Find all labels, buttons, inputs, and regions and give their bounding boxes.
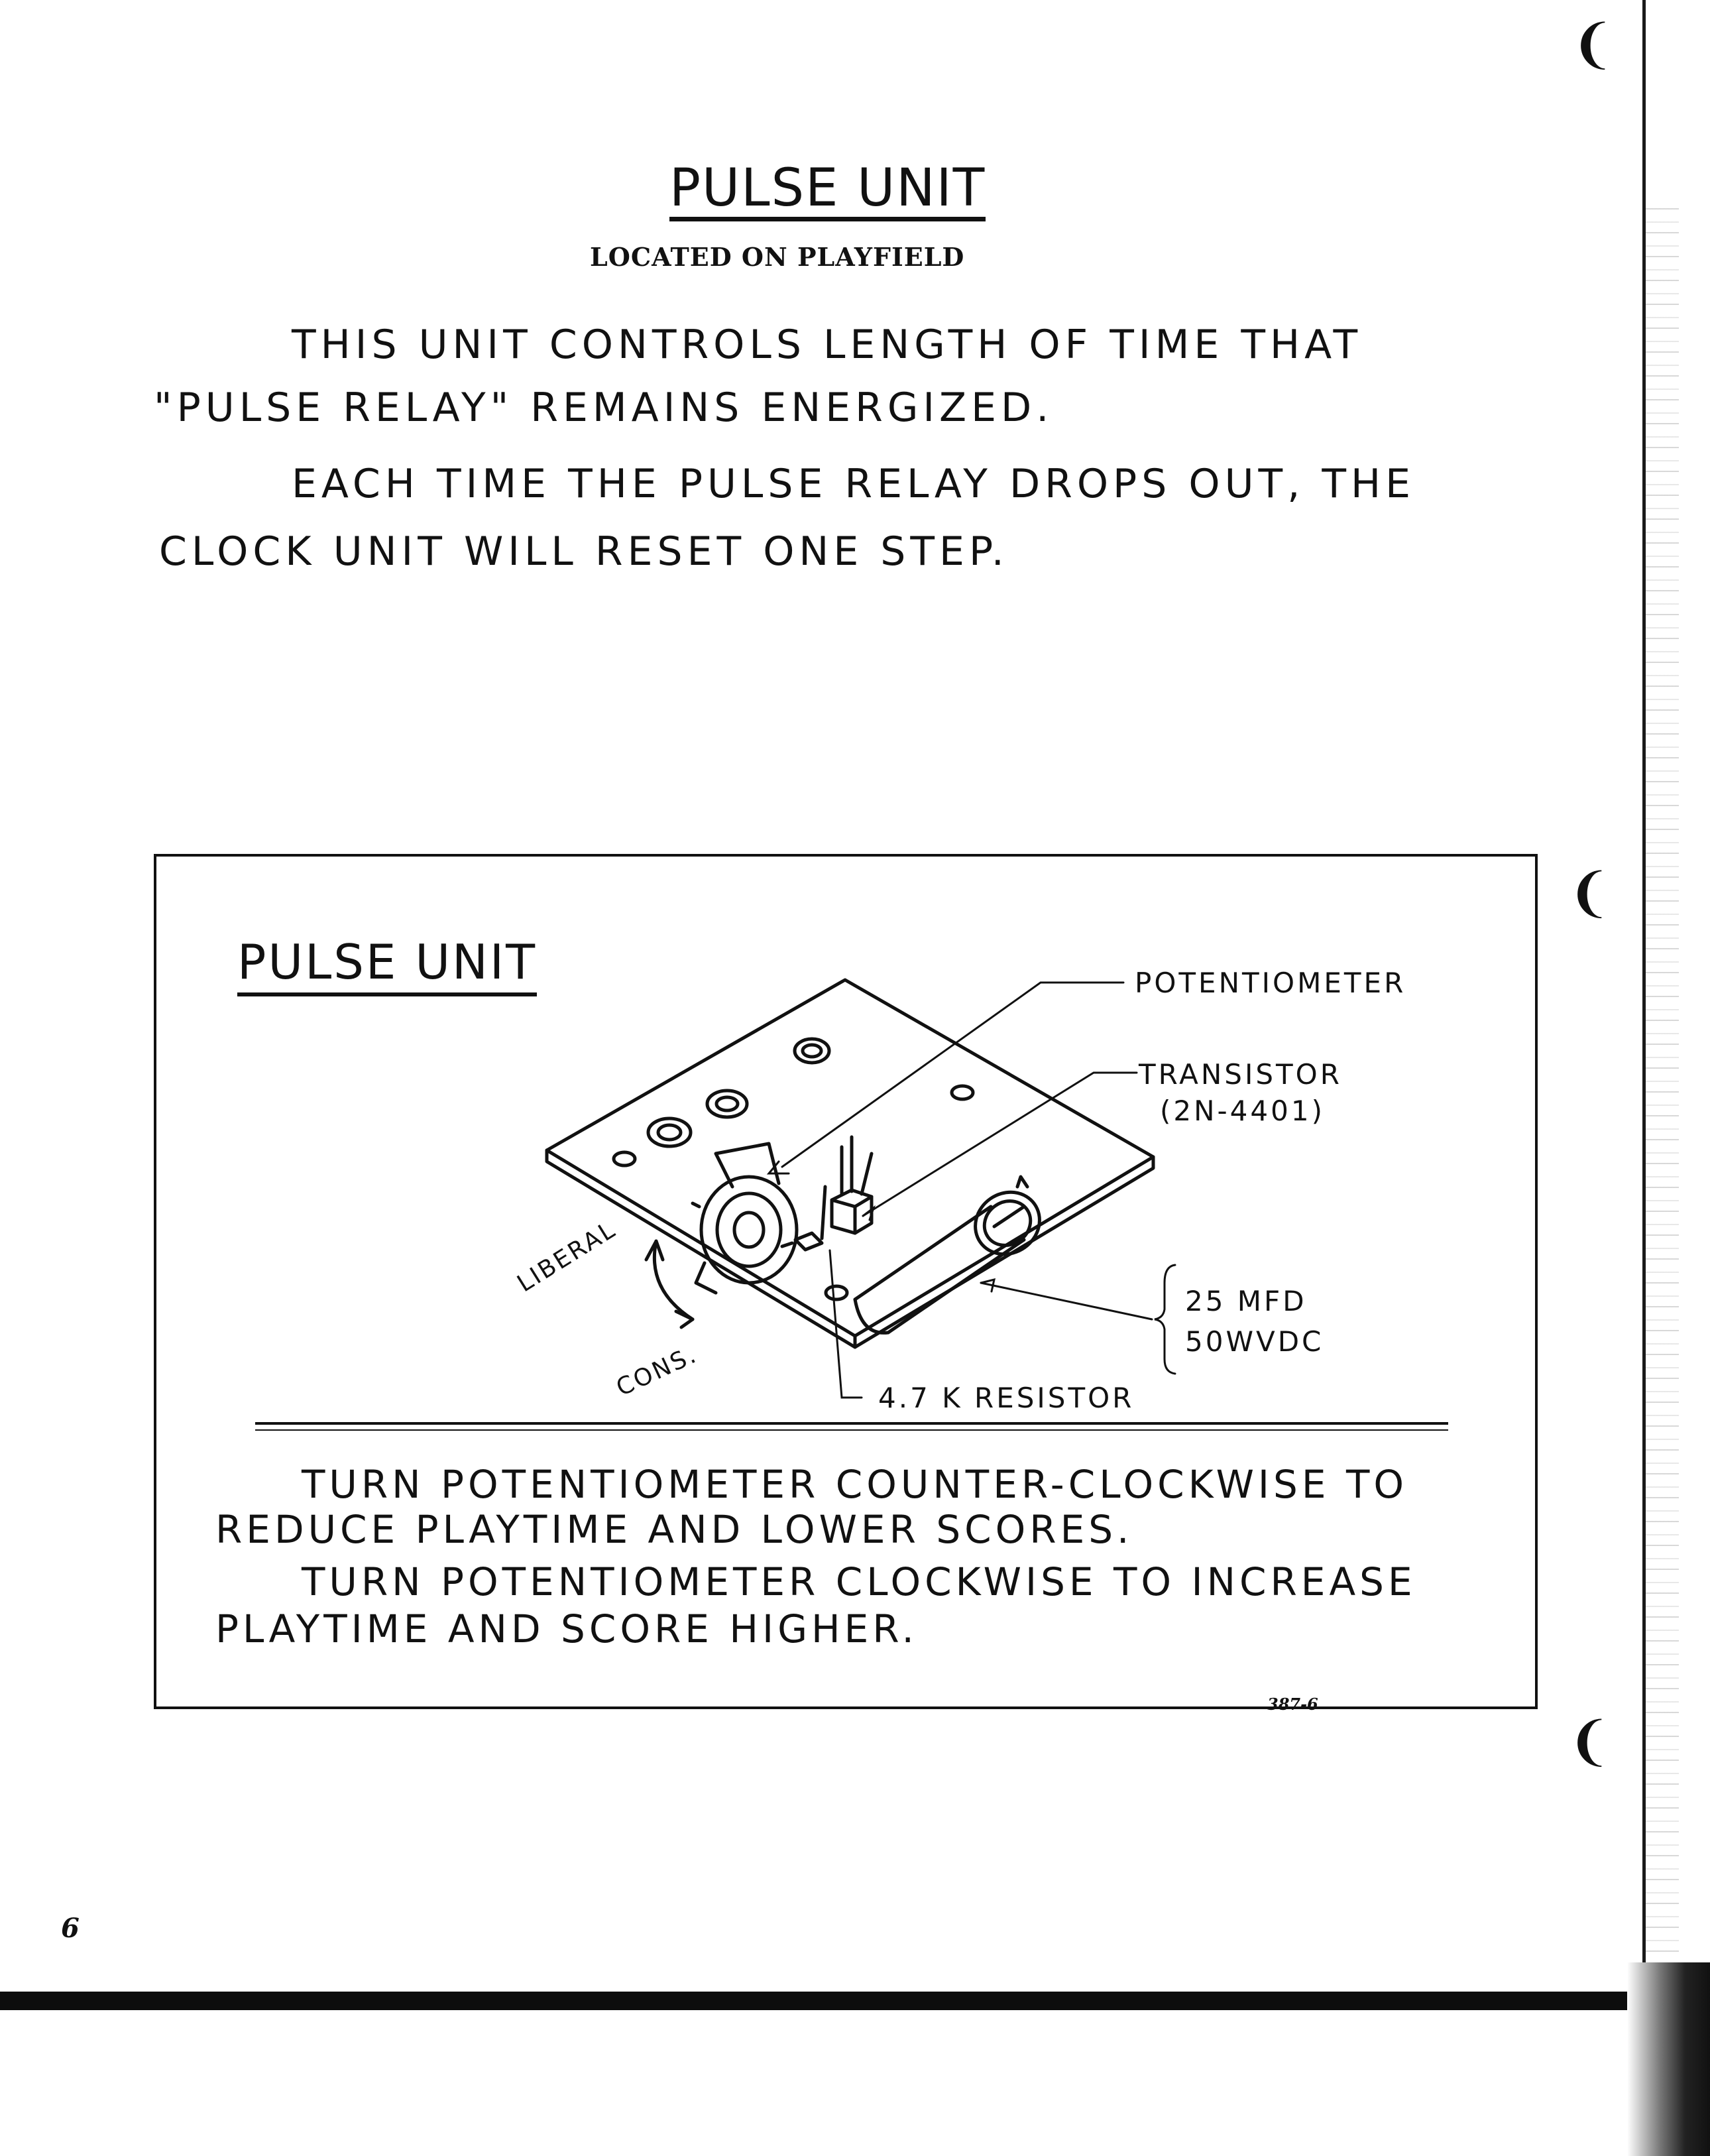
figure-title: PULSE UNIT bbox=[237, 938, 537, 996]
potentiometer-label: POTENTIOMETER bbox=[1135, 967, 1406, 999]
instruction-line-2: REDUCE PLAYTIME AND LOWER SCORES. bbox=[215, 1507, 1133, 1552]
resistor bbox=[782, 1187, 825, 1250]
knob-rotation-arrow bbox=[646, 1241, 693, 1327]
page-subtitle: LOCATED ON PLAYFIELD bbox=[590, 242, 965, 272]
paragraph-1-line-2: "PULSE RELAY" REMAINS ENERGIZED. bbox=[154, 385, 1054, 431]
figure-number: 387-6 bbox=[1267, 1695, 1318, 1714]
paragraph-1-line-1: THIS UNIT CONTROLS LENGTH OF TIME THAT bbox=[292, 322, 1363, 368]
figure-divider-secondary bbox=[255, 1429, 1448, 1431]
transistor-part-label: (2N-4401) bbox=[1160, 1095, 1325, 1127]
binder-hole-mark-middle: ❩ bbox=[1568, 862, 1613, 924]
capacitor-voltage-label: 50WVDC bbox=[1185, 1325, 1324, 1358]
transistor-label: TRANSISTOR bbox=[1139, 1058, 1342, 1091]
instruction-line-4: PLAYTIME AND SCORE HIGHER. bbox=[215, 1606, 918, 1651]
liberal-direction-label: LIBERAL bbox=[512, 1215, 622, 1298]
transistor bbox=[832, 1137, 872, 1233]
capacitor bbox=[855, 1177, 1052, 1333]
conservative-direction-label: CONS. bbox=[612, 1341, 702, 1402]
capacitor-value-label: 25 MFD bbox=[1185, 1285, 1307, 1317]
page-title: PULSE UNIT bbox=[669, 162, 986, 221]
page-number: 6 bbox=[61, 1913, 80, 1944]
resistor-label: 4.7 K RESISTOR bbox=[878, 1382, 1135, 1414]
paragraph-2-line-1: EACH TIME THE PULSE RELAY DROPS OUT, THE bbox=[292, 461, 1416, 507]
mounting-holes bbox=[614, 1039, 973, 1299]
binder-hole-mark-bottom: ❩ bbox=[1568, 1710, 1613, 1772]
paragraph-2-line-2: CLOCK UNIT WILL RESET ONE STEP. bbox=[159, 528, 1009, 575]
instruction-line-3: TURN POTENTIOMETER CLOCKWISE TO INCREASE bbox=[302, 1559, 1416, 1604]
instruction-line-1: TURN POTENTIOMETER COUNTER-CLOCKWISE TO bbox=[302, 1462, 1408, 1507]
figure-divider bbox=[255, 1422, 1448, 1425]
binder-hole-mark-top: ❩ bbox=[1571, 13, 1616, 75]
